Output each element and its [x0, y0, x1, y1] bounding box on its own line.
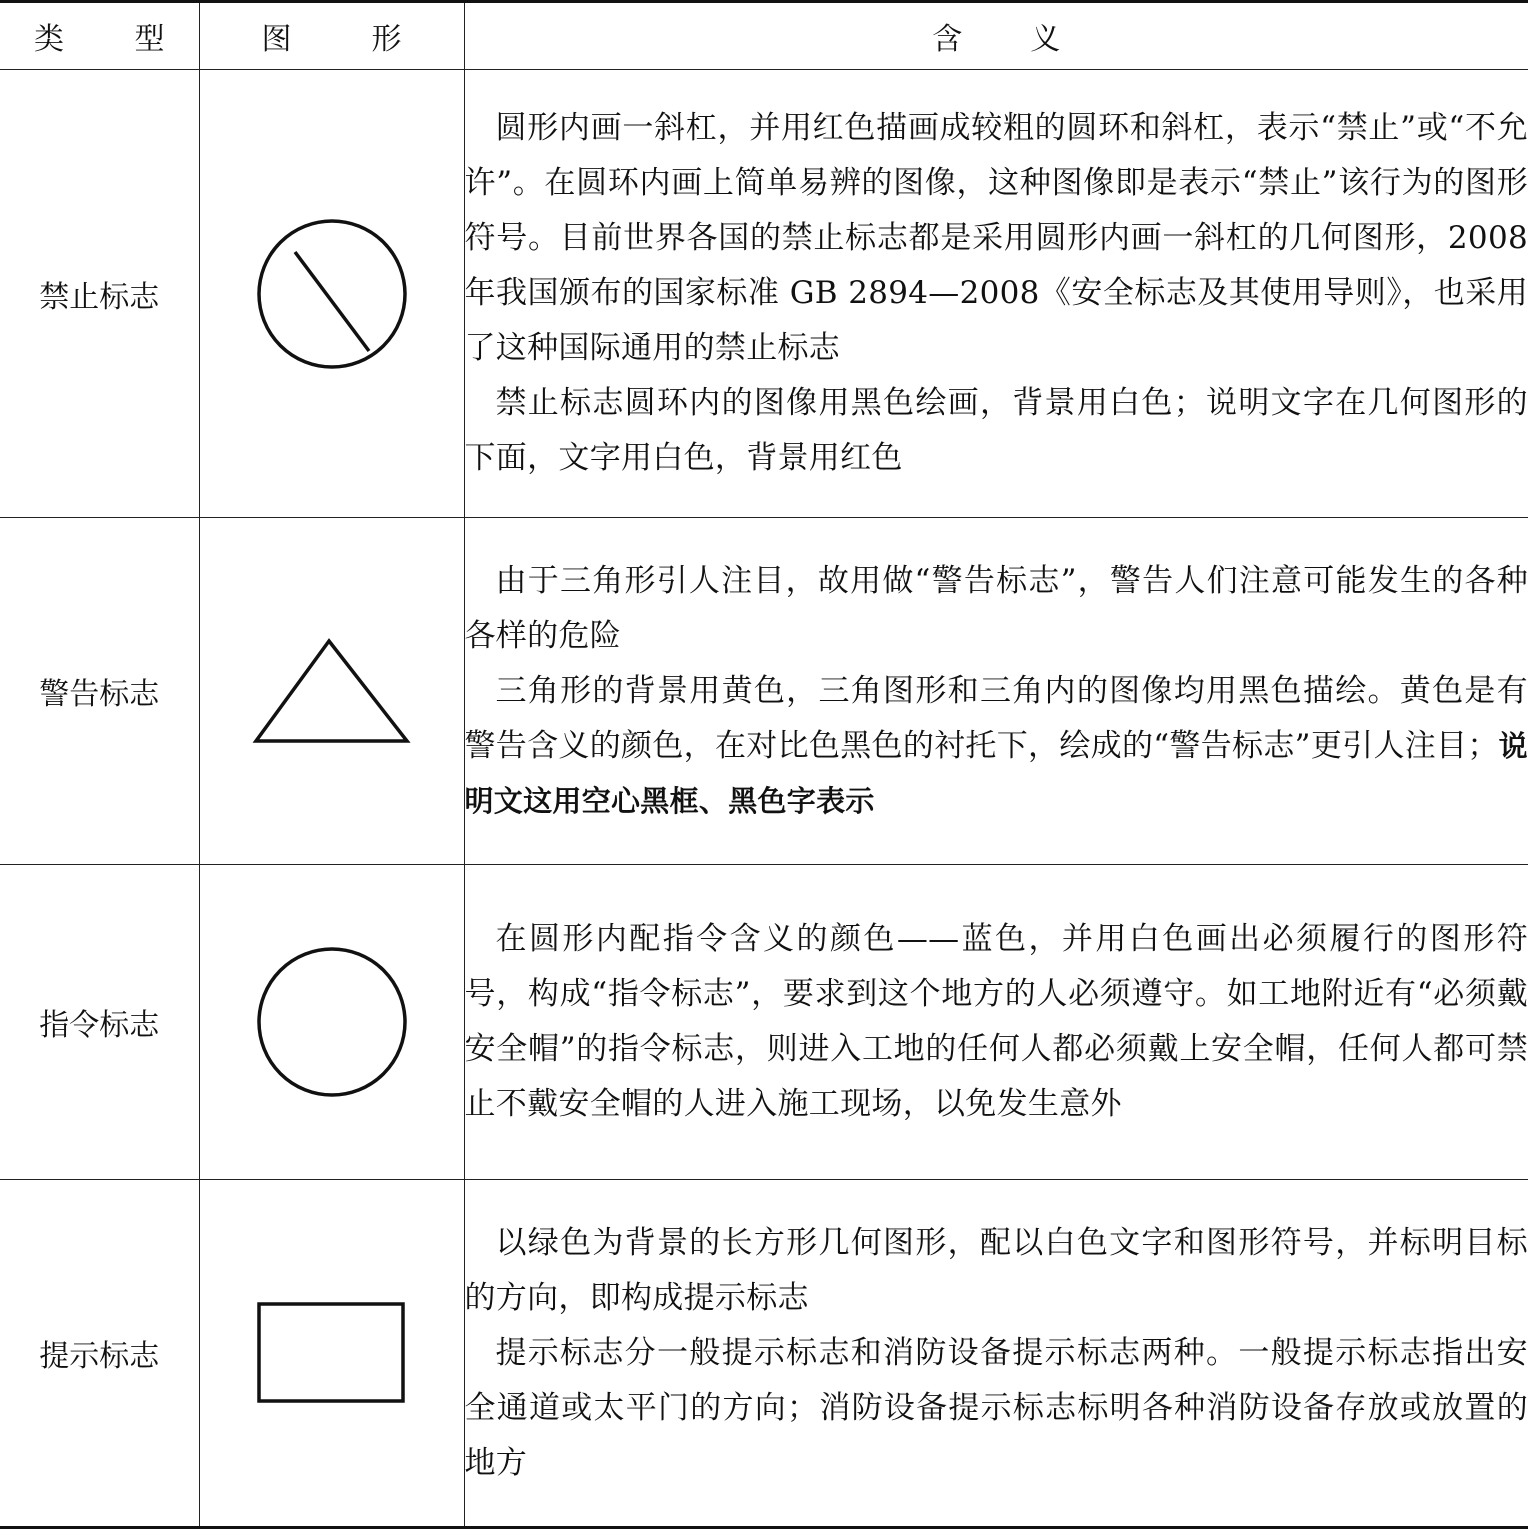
meaning-paragraph: 圆形内画一斜杠，并用红色描画成较粗的圆环和斜杠，表示“禁止”或“不允许”。在圆环内画上简单易辨的图像，这种图像即是表示“禁止”该行为的图形符号。目前世界各国的禁止标志都是采用圆形内画一斜杠的几何图形，2008 年我国颁布的国家标准 GB 2894—2008《安全标志及其使用导则》，也采用了这种国际通用的禁止标志 [465, 101, 1528, 376]
table-header-row [0, 2, 1528, 70]
header-meaning-char-1: 含 [932, 14, 962, 58]
meaning-paragraph: 提示标志分一般提示标志和消防设备提示标志两种。一般提示标志指出安全通道或太平门的方向；消防设备提示标志标明各种消防设备存放或放置的地方 [465, 1326, 1528, 1491]
header-figure-char-1: 图 [262, 14, 292, 58]
meaning-paragraph: 禁止标志圆环内的图像用黑色绘画，背景用白色；说明文字在几何图形的下面，文字用白色，背景用红色 [465, 376, 1528, 486]
figure-cell [199, 70, 464, 518]
figure-cell [199, 865, 464, 1180]
meaning-paragraph [465, 664, 1528, 829]
header-type-char-1: 类 [34, 14, 64, 58]
figure-cell [199, 1180, 464, 1528]
header-meaning [464, 2, 1528, 70]
meaning-paragraph: 在圆形内配指令含义的颜色——蓝色，并用白色画出必须履行的图形符号，构成“指令标志”，要求到这个地方的人必须遵守。如工地附近有“必须戴安全帽”的指令标志，则进入工地的任何人都必须戴上安全帽，任何人都可禁止不戴安全帽的人进入施工现场，以免发生意外 [465, 912, 1528, 1132]
type-cell: 禁止标志 [0, 70, 199, 518]
meaning-cell [464, 518, 1528, 865]
header-figure-char-2: 形 [372, 14, 402, 58]
table-row [0, 1180, 1528, 1528]
meaning-text-bold: 说明文这用空心黑框、黑色字表示 [465, 729, 1528, 818]
information-rectangle-icon [256, 1301, 408, 1405]
prohibition-circle-slash-icon [252, 214, 412, 374]
meaning-cell [464, 865, 1528, 1180]
header-type [0, 2, 199, 70]
figure-cell [199, 518, 464, 865]
meaning-text: 三角形的背景用黄色，三角图形和三角内的图像均用黑色描绘。黄色是有警告含义的颜色，在对比色黑色的衬托下，绘成的“警告标志”更引人注目； [465, 673, 1528, 764]
meaning-cell [464, 1180, 1528, 1528]
type-cell: 警告标志 [0, 518, 199, 865]
type-cell: 提示标志 [0, 1180, 199, 1528]
table-row [0, 70, 1528, 518]
table-row [0, 865, 1528, 1180]
warning-triangle-icon [252, 635, 412, 747]
type-cell: 指令标志 [0, 865, 199, 1180]
header-type-char-2: 型 [135, 14, 165, 58]
mandatory-circle-icon [252, 942, 412, 1102]
header-figure [199, 2, 464, 70]
meaning-paragraph: 由于三角形引人注目，故用做“警告标志”，警告人们注意可能发生的各种各样的危险 [465, 554, 1528, 664]
meaning-paragraph: 以绿色为背景的长方形几何图形，配以白色文字和图形符号，并标明目标的方向，即构成提示标志 [465, 1216, 1528, 1326]
table-row [0, 518, 1528, 865]
meaning-cell [464, 70, 1528, 518]
header-meaning-char-2: 义 [1030, 14, 1060, 58]
